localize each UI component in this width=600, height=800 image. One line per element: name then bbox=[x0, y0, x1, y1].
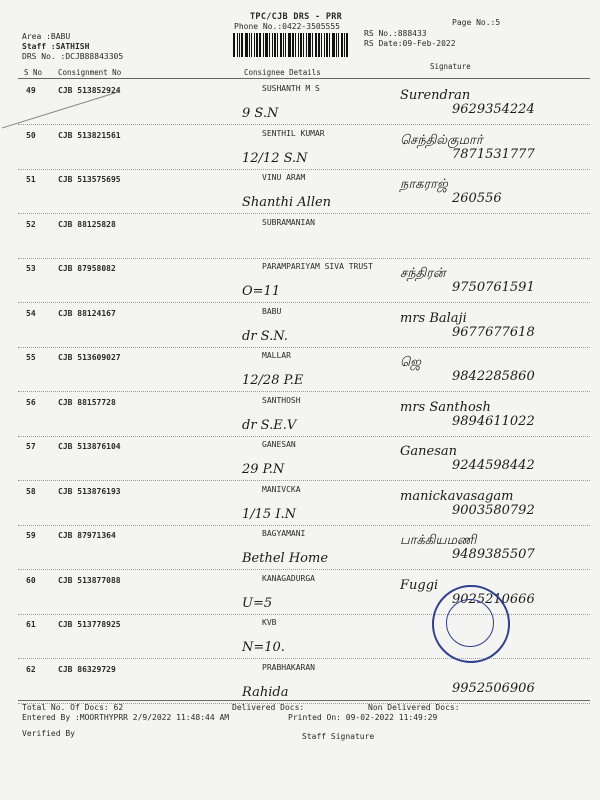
consignment-number: CJB 88157728 bbox=[58, 398, 116, 407]
footer-rule bbox=[18, 700, 590, 701]
staff-signature-label: Staff Signature bbox=[302, 732, 375, 741]
receiver-phone: 9489385507 bbox=[452, 547, 535, 562]
consignee-name: SANTHOSH bbox=[262, 396, 301, 405]
consignment-number: CJB 86329729 bbox=[58, 665, 116, 674]
drs-number: DRS No. :DCJB88843305 bbox=[22, 52, 124, 61]
consignee-name: SUSHANTH M S bbox=[262, 84, 320, 93]
consignee-name: SENTHIL KUMAR bbox=[262, 129, 325, 138]
receiver-phone: 9842285860 bbox=[452, 369, 535, 384]
consignment-number: CJB 513821561 bbox=[58, 131, 121, 140]
consignee-name: BAGYAMANI bbox=[262, 529, 306, 538]
delivered-docs: Delivered Docs: bbox=[232, 703, 305, 712]
row-sno: 59 bbox=[26, 531, 36, 540]
bank-stamp bbox=[432, 585, 510, 663]
consignment-number: CJB 87971364 bbox=[58, 531, 116, 540]
receiver-signature: பாக்கியமணி bbox=[400, 533, 477, 548]
row-sno: 55 bbox=[26, 353, 36, 362]
non-delivered-docs: Non Delivered Docs: bbox=[368, 703, 460, 712]
area-label: Area :BABU bbox=[22, 32, 71, 41]
row-sno: 57 bbox=[26, 442, 36, 451]
receiver-signature: ஜெ bbox=[400, 355, 421, 370]
row-sno: 58 bbox=[26, 487, 36, 496]
page-number: Page No.:5 bbox=[452, 18, 501, 27]
delivery-note: dr S.E.V bbox=[242, 418, 297, 433]
row-rule bbox=[18, 525, 590, 526]
consignee-name: PARAMPARIYAM SIVA TRUST bbox=[262, 262, 373, 271]
verified-by: Verified By bbox=[22, 729, 75, 738]
header-rule bbox=[18, 78, 590, 79]
receiver-signature: mrs Balaji bbox=[400, 311, 467, 326]
delivery-note: 12/12 S.N bbox=[242, 151, 308, 166]
consignment-number: CJB 513778925 bbox=[58, 620, 121, 629]
receiver-phone: 9244598442 bbox=[452, 458, 535, 473]
row-sno: 56 bbox=[26, 398, 36, 407]
consignment-number: CJB 88125828 bbox=[58, 220, 116, 229]
delivery-note: N=10. bbox=[242, 640, 285, 655]
col-signature: Signature bbox=[430, 62, 471, 71]
consignee-name: VINU ARAM bbox=[262, 173, 306, 182]
receiver-signature: manickavasagam bbox=[400, 489, 514, 504]
row-sno: 52 bbox=[26, 220, 36, 229]
receiver-phone: 9750761591 bbox=[452, 280, 535, 295]
delivery-note: 29 P.N bbox=[242, 462, 285, 477]
consignee-name: GANESAN bbox=[262, 440, 296, 449]
receiver-phone: 7871531777 bbox=[452, 147, 535, 162]
consignment-number: CJB 513575695 bbox=[58, 175, 121, 184]
delivery-note: 12/28 P.E bbox=[242, 373, 304, 388]
col-sno: S No bbox=[24, 68, 43, 77]
row-sno: 62 bbox=[26, 665, 36, 674]
barcode bbox=[233, 33, 355, 57]
delivery-note: Rahida bbox=[242, 685, 289, 700]
row-rule bbox=[18, 391, 590, 392]
rs-number: RS No.:888433 bbox=[364, 29, 427, 38]
consignee-name: MALLAR bbox=[262, 351, 291, 360]
receiver-phone: 9952506906 bbox=[452, 681, 535, 696]
col-consignee: Consignee Details bbox=[244, 68, 321, 77]
staff-label: Staff :SATHISH bbox=[22, 42, 90, 51]
consignment-number: CJB 513876104 bbox=[58, 442, 121, 451]
row-rule bbox=[18, 302, 590, 303]
row-sno: 54 bbox=[26, 309, 36, 318]
col-consignment: Consignment No bbox=[58, 68, 122, 77]
row-sno: 53 bbox=[26, 264, 36, 273]
consignee-name: KVB bbox=[262, 618, 277, 627]
phone-number: Phone No.:0422-3505555 bbox=[234, 22, 340, 31]
delivery-note: dr S.N. bbox=[242, 329, 288, 344]
receiver-phone: 9003580792 bbox=[452, 503, 535, 518]
row-sno: 61 bbox=[26, 620, 36, 629]
consignee-name: MANIVCKA bbox=[262, 485, 301, 494]
consignment-number: CJB 513609027 bbox=[58, 353, 121, 362]
receiver-signature: சந்திரன் bbox=[400, 266, 446, 281]
row-sno: 49 bbox=[26, 86, 36, 95]
receiver-phone: 9025210666 bbox=[452, 592, 535, 607]
consignment-number: CJB 513852924 bbox=[58, 86, 121, 95]
consignment-number: CJB 513877088 bbox=[58, 576, 121, 585]
receiver-signature: நாகராஜ் bbox=[400, 177, 448, 192]
delivery-note: 9 S.N bbox=[242, 106, 279, 121]
receiver-signature: mrs Santhosh bbox=[400, 400, 491, 415]
row-sno: 60 bbox=[26, 576, 36, 585]
entered-by: Entered By :MOORTHYPRR 2/9/2022 11:48:44 AM bbox=[22, 713, 230, 722]
row-rule bbox=[18, 258, 590, 259]
row-sno: 51 bbox=[26, 175, 36, 184]
delivery-note: U=5 bbox=[242, 596, 273, 611]
consignee-name: PRABHAKARAN bbox=[262, 663, 315, 672]
rs-date: RS Date:09-Feb-2022 bbox=[364, 39, 456, 48]
consignee-name: BABU bbox=[262, 307, 282, 316]
delivery-note: 1/15 I.N bbox=[242, 507, 296, 522]
receiver-signature: செந்தில்குமார் bbox=[400, 133, 483, 148]
receiver-phone: 9677677618 bbox=[452, 325, 535, 340]
row-rule bbox=[18, 569, 590, 570]
receiver-phone: 9894611022 bbox=[452, 414, 535, 429]
row-rule bbox=[18, 213, 590, 214]
receiver-signature: Fuggi bbox=[400, 578, 439, 593]
report-title: TPC/CJB DRS - PRR bbox=[250, 12, 343, 22]
consignment-number: CJB 88124167 bbox=[58, 309, 116, 318]
printed-on: Printed On: 09-02-2022 11:49:29 bbox=[288, 713, 438, 722]
consignee-name: KANAGADURGA bbox=[262, 574, 315, 583]
delivery-note: O=11 bbox=[242, 284, 281, 299]
total-docs: Total No. Of Docs: 62 bbox=[22, 703, 124, 712]
receiver-signature: Surendran bbox=[400, 88, 471, 103]
row-rule bbox=[18, 169, 590, 170]
receiver-phone: 9629354224 bbox=[452, 102, 535, 117]
row-rule bbox=[18, 124, 590, 125]
row-rule bbox=[18, 436, 590, 437]
consignment-number: CJB 87958082 bbox=[58, 264, 116, 273]
receiver-phone: 260556 bbox=[452, 191, 502, 206]
row-rule bbox=[18, 347, 590, 348]
row-rule bbox=[18, 480, 590, 481]
row-sno: 50 bbox=[26, 131, 36, 140]
receiver-signature: Ganesan bbox=[400, 444, 457, 459]
consignment-number: CJB 513876193 bbox=[58, 487, 121, 496]
consignee-name: SUBRAMANIAN bbox=[262, 218, 315, 227]
row-rule bbox=[18, 658, 590, 659]
delivery-note: Bethel Home bbox=[242, 551, 329, 566]
delivery-note: Shanthi Allen bbox=[242, 195, 332, 210]
